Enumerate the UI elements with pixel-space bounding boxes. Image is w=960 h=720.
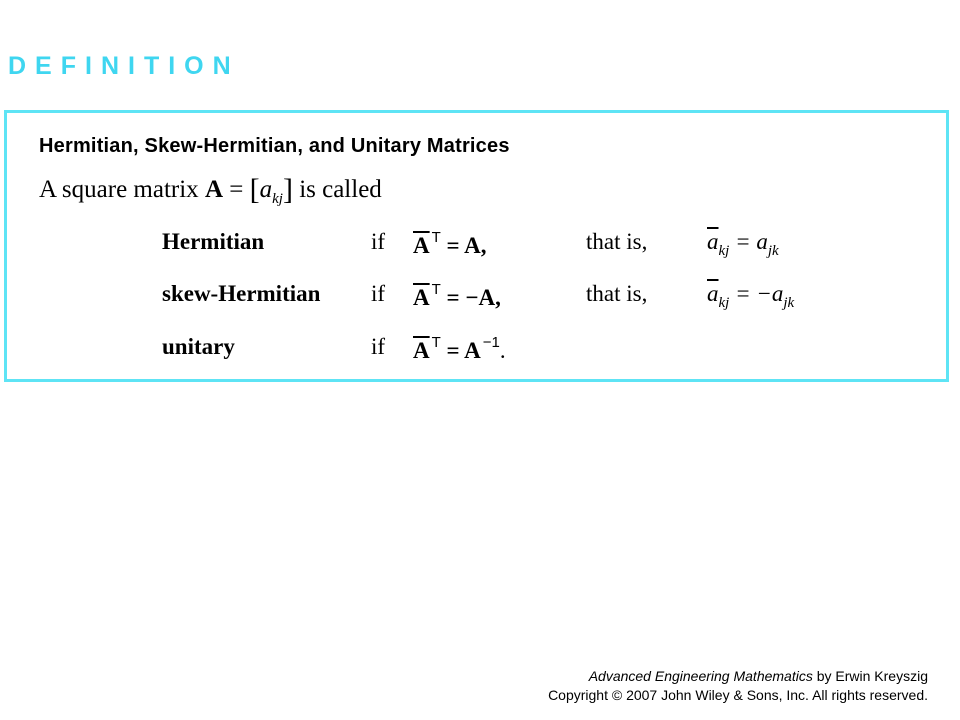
row-condition [413, 229, 487, 259]
relation-lhs-subscript: kj [718, 243, 730, 259]
row-if: if [371, 281, 386, 306]
matrix-entry: a [259, 176, 273, 203]
row-name: unitary [162, 334, 235, 359]
transpose-superscript: T [431, 334, 441, 351]
definition-row-hermitian [7, 229, 946, 269]
definition-row-skew-hermitian [7, 281, 946, 321]
transpose-superscript: T [431, 281, 441, 298]
relation-lhs-subscript: kj [718, 295, 730, 311]
book-credit-line [548, 667, 928, 686]
row-relation [707, 281, 794, 312]
row-name: Hermitian [162, 229, 265, 254]
definition-box [4, 110, 949, 382]
relation-rhs-subscript: jk [767, 243, 779, 259]
matrix-symbol: A [204, 176, 223, 203]
row-if: if [371, 334, 386, 359]
intro-prefix: A square matrix [39, 176, 205, 203]
row-name: skew-Hermitian [162, 281, 321, 306]
book-author: by Erwin Kreyszig [812, 668, 928, 684]
definition-heading: DEFINITION [8, 52, 240, 80]
condition-rhs: = A [440, 338, 481, 363]
bracket-close: ] [282, 173, 293, 206]
footer-credit [548, 667, 928, 705]
transpose-superscript: T [431, 229, 441, 246]
definition-title: Hermitian, Skew-Hermitian, and Unitary Matrices [39, 135, 510, 157]
row-condition [413, 334, 506, 364]
condition-rhs: = A, [440, 233, 487, 258]
condition-rhs: = −A, [440, 285, 501, 310]
definition-intro [39, 173, 382, 208]
row-condition [413, 281, 501, 311]
relation-lhs: $\overline{a}$ [707, 229, 719, 254]
copyright-line: Copyright © 2007 John Wiley & Sons, Inc. All rights reserved. [548, 687, 928, 703]
relation-rhs-subscript: jk [783, 295, 795, 311]
intro-equals: = [223, 176, 250, 203]
relation-equals: = a [729, 229, 768, 254]
row-that-is: that is, [586, 281, 648, 306]
conjugate-matrix: $\overline{A}$ [413, 338, 430, 363]
relation-lhs: $\overline{a}$ [707, 281, 719, 306]
conjugate-matrix: $\overline{A}$ [413, 285, 430, 310]
book-title: Advanced Engineering Mathematics [588, 668, 813, 684]
row-if: if [371, 229, 386, 254]
conjugate-matrix: $\overline{A}$ [413, 233, 430, 258]
row-that-is: that is, [586, 229, 648, 254]
relation-equals: = −a [729, 281, 784, 306]
bracket-open: [ [249, 173, 260, 206]
intro-suffix: is called [292, 176, 382, 203]
row-relation [707, 229, 779, 260]
definition-row-unitary [7, 334, 946, 374]
inverse-superscript: −1 [482, 334, 500, 351]
matrix-entry-subscript: kj [272, 191, 283, 207]
condition-end: . [499, 338, 506, 363]
